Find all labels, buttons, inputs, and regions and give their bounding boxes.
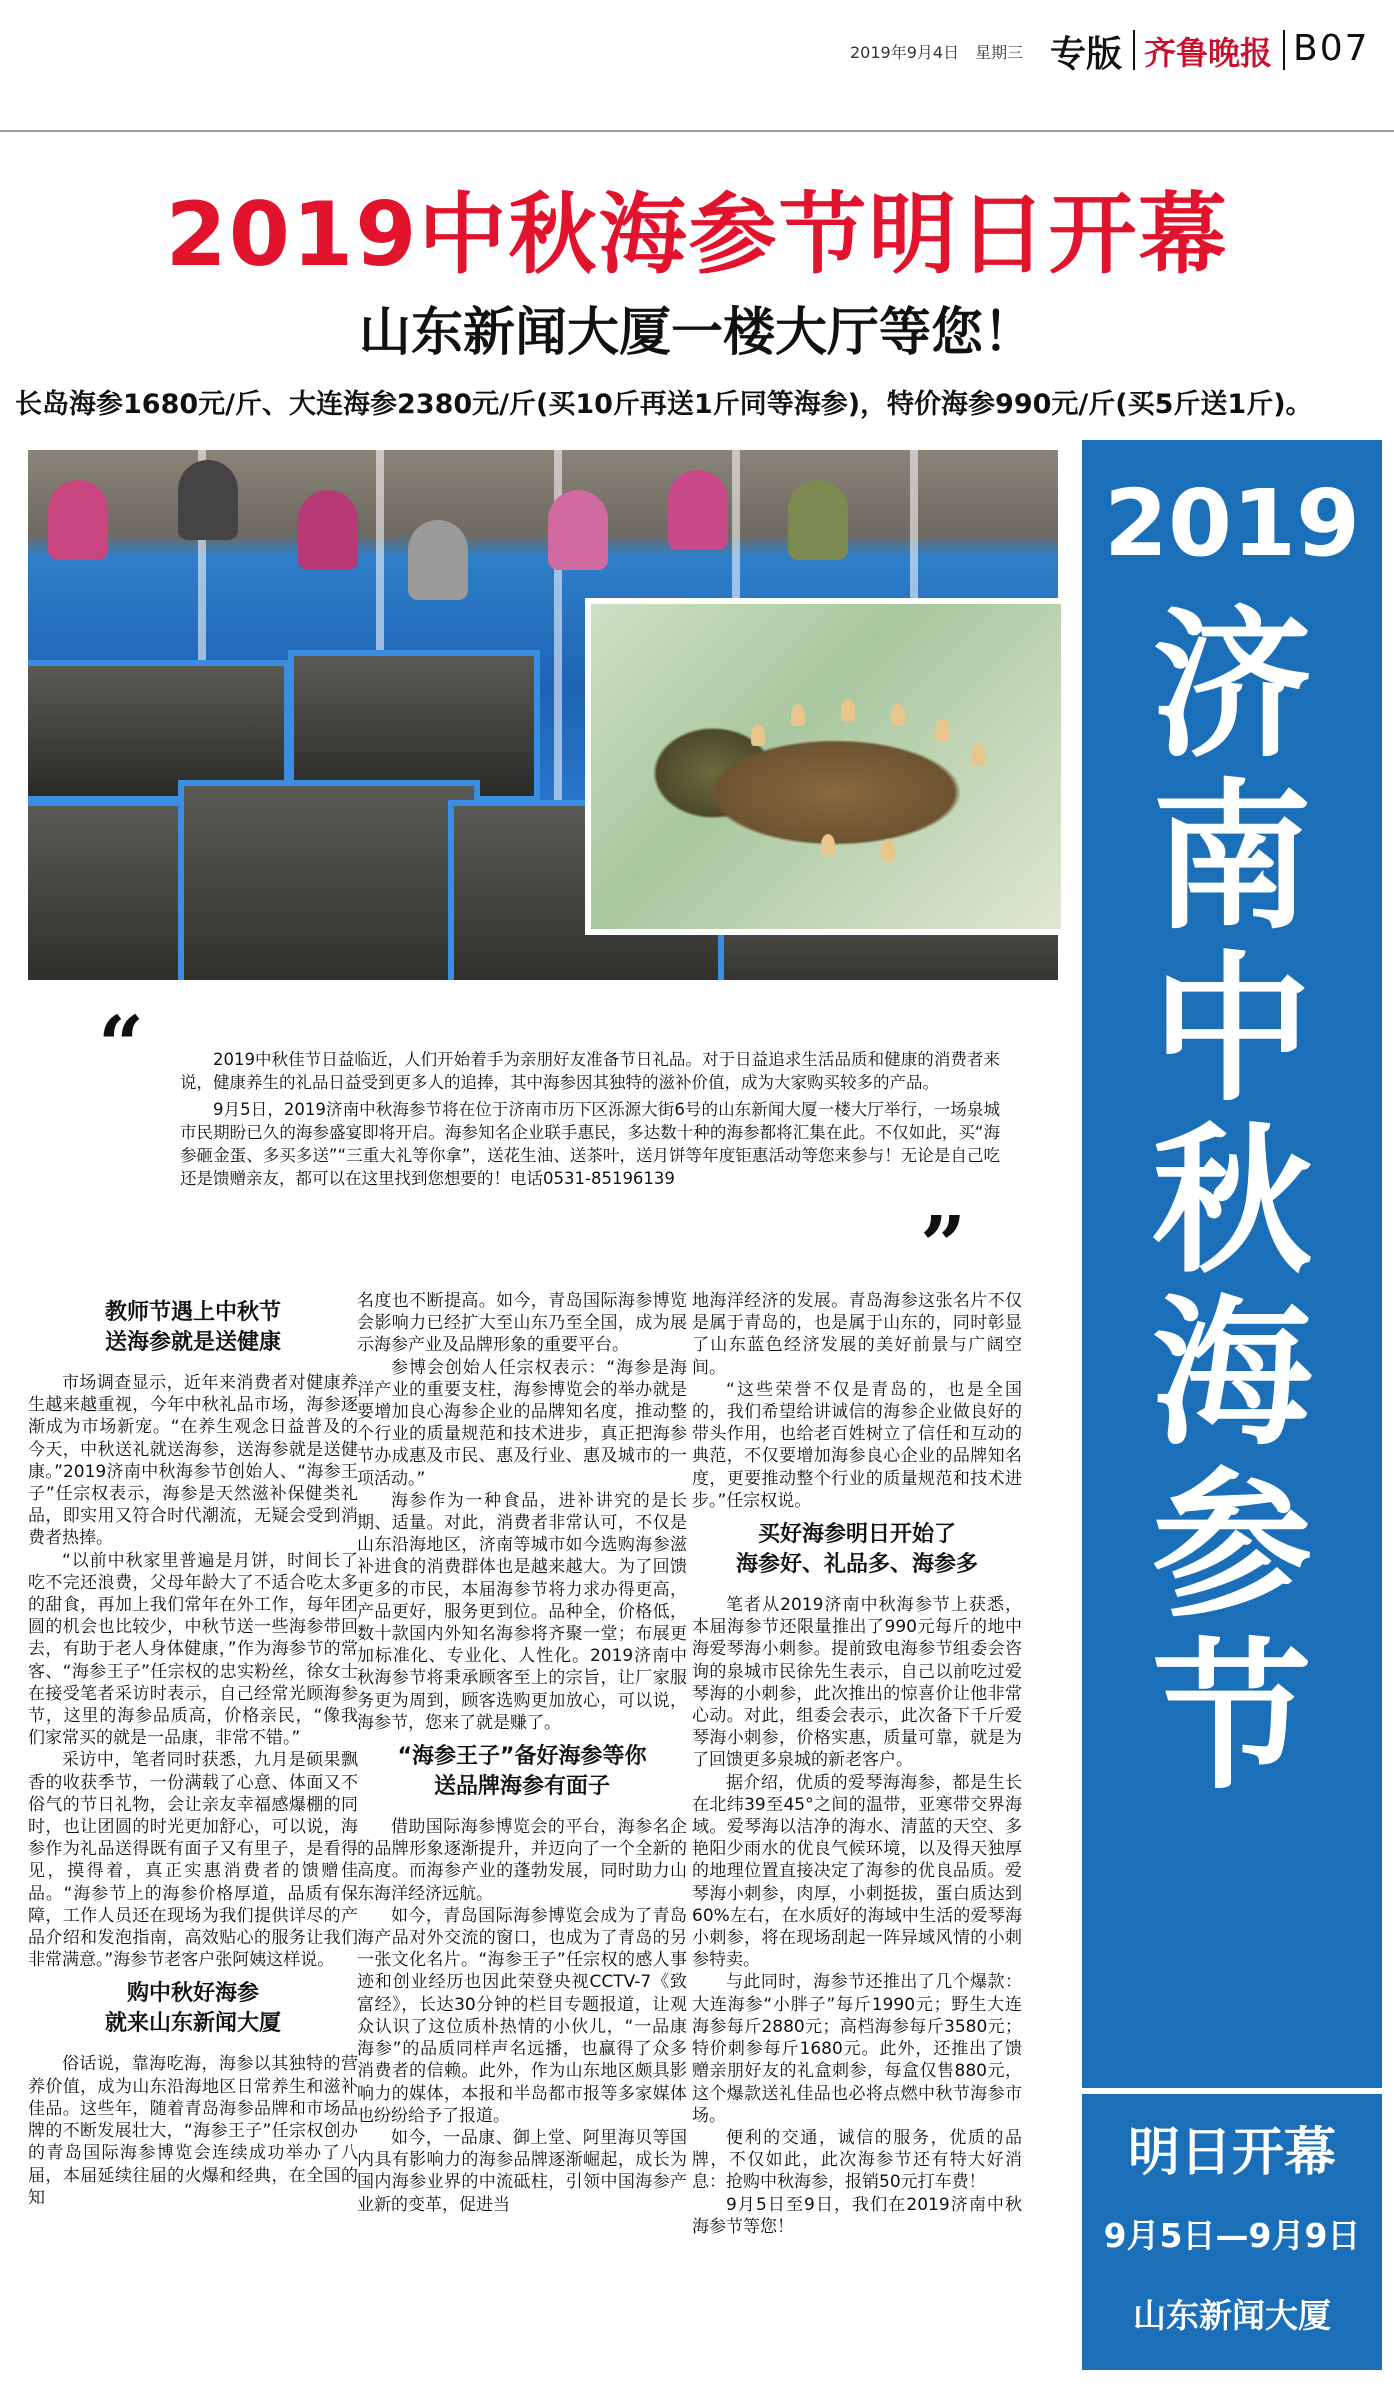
banner-char: 南 [1151,764,1312,951]
article-paragraph: “这些荣誉不仅是青岛的，也是全国的，我们希望给讲诚信的海参企业做良好的带头作用，也给老百姓树立了信任和互动的典范，不仅要增加海参良心企业的品牌知名度，更要推动整个行业的质量规范和技术进步。”任宗权说。 [692,1379,1022,1511]
article-column [692,1290,1022,2238]
article-paragraph: 借助国际海参博览会的平台，海参名企的品牌形象逐渐提升，并迈向了一个全新的高度。而海参产业的蓬勃发展，同时助力山东海洋经济远航。 [357,1817,687,1904]
banner-venue: 山东新闻大厦 [1133,2296,1331,2335]
banner-char: 节 [1151,1624,1312,1811]
section-heading: “海参王子”备好海参等你 送品牌海参有面子 [397,1744,647,1800]
sub-headline: 山东新闻大厦一楼大厅等您！ [358,303,1035,363]
page-number: B07 [1293,28,1370,69]
article-paragraph: 市场调查显示，近年来消费者对健康养生越来越重视，今年中秋礼品市场，海参逐渐成为市场新宠。“在养生观念日益普及的今天，中秋送礼就送海参，送海参就是送健康。”2019济南中秋海参节创始人、“海参王子”任宗权表示，海参是天然滋补保健类礼品，即实用又符合时代潮流，无疑会受到消费者热捧。 [28,1373,358,1549]
banner-title [1082,592,1382,1811]
banner-char: 海 [1151,1280,1312,1467]
intro-paragraph: 9月5日，2019济南中秋海参节将在位于济南市历下区泺源大街6号的山东新闻大厦一楼大厅举行，一场泉城市民期盼已久的海参盛宴即将开启。海参知名企业联手惠民，多达数十种的海参都将汇集在此。不仅如此，买“海参砸金蛋、多买多送”“三重大礼等你拿”，送花生油、送茶叶，送月饼等年度钜惠活动等您来参与！无论是自己吃还是馈赠亲友，都可以在这里找到您想要的！电话0531-85196139 [180,1100,1000,1188]
article-paragraph: 如今，青岛国际海参博览会成为了青岛海产品对外交流的窗口，也成为了青岛的另一张文化名片。“海参王子”任宗权的感人事迹和创业经历也因此荣登央视CCTV-7《致富经》，长达30分钟的栏目专题报道，让观众认识了这位质朴热情的小伙儿，“一品康海参”的品质同样声名远播，也赢得了众多消费者的信赖。此外，作为山东地区颇具影响力的媒体，本报和半岛都市报等多家媒体也纷纷给予了报道。 [357,1905,687,2126]
banner-opening: 明日开幕 [1127,2123,1336,2183]
issue-date: 2019年9月4日 星期三 [850,43,1024,62]
article-paragraph: 俗话说，靠海吃海，海参以其独特的营养价值，成为山东沿海地区日常养生和滋补佳品。这些年，随着青岛海参品牌和市场品牌的不断发展壮大，“海参王子”任宗权创办的青岛国际海参博览会连续成功举办了八届，本届延续往届的火爆和经典，在全国的知 [28,2054,358,2208]
header-rule [0,130,1394,132]
intro-paragraphs [180,1048,1000,1194]
header-divider [1133,30,1135,70]
article-paragraph: 如今，一品康、御上堂、阿里海贝等国内具有影响力的海参品牌逐渐崛起，成长为国内海参业界的中流砥柱，引领中国海参产业新的变革，促进当 [357,2127,687,2215]
article-paragraph: 采访中，笔者同时获悉，九月是硕果飘香的收获季节，一份满载了心意、体面又不俗气的节日礼物，会让亲友幸福感爆棚的同时，也让团圆的时光更加舒心，可以说，海参作为礼品送得既有面子又有里子，是看得见，摸得着，真正实惠消费者的馈赠佳品。“海参节上的海参价格厚道，品质有保障，工作人员还在现场为我们提供详尽的产品介绍和发泡指南，高效贴心的服务让我们非常满意。”海参节老客户张阿姨这样说。 [28,1750,358,1971]
article-paragraph: 海参作为一种食品，进补讲究的是长期、适量。对此，消费者非常认可，不仅是山东沿海地区，济南等城市如今选购海参滋补进食的消费群体也是越来越大。为了回馈更多的市民，本届海参节将力求办得更高，产品更好，服务更到位。品种全，价格低，数十款国内外知名海参将齐聚一堂；布展更加标准化、专业化、人性化。2019济南中秋海参节将秉承顾客至上的宗旨，让厂家服务更为周到，顾客选购更加放心，可以说，海参节，您来了就是赚了。 [357,1490,687,1733]
banner-char: 济 [1151,592,1312,779]
banner-year: 2019 [1103,470,1361,577]
header-divider [1283,30,1285,70]
section-heading: 买好海参明日开始了 海参好、礼品多、海参多 [735,1522,978,1578]
banner-char: 中 [1151,936,1312,1123]
newspaper-logo: 齐鲁晚报 [1144,34,1273,72]
quote-mark-open: “ [98,998,145,1092]
article-paragraph: “以前中秋家里普遍是月饼，时间长了吃不完还浪费，父母年龄大了不适合吃太多的甜食，再加上我们常年在外工作，每年团圆的机会也比较少，中秋节送一些海参带回去，有助于老人身体健康，”作为海参节的常客、“海参王子”任宗权的忠实粉丝，徐女士在接受笔者采访时表示，自己经常光顾海参节，这里的海参品质高，价格亲民，“像我们家常买的就是一品康，非常不错。” [28,1550,358,1749]
section-label: 专版 [1050,34,1123,75]
banner-dates: 9月5日—9月9日 [1103,2216,1361,2255]
banner-char: 参 [1151,1452,1312,1639]
sea-cucumber-closeup-photo [585,598,1067,935]
quote-mark-close: ” [920,1198,967,1292]
main-headline: 2019中秋海参节明日开幕 [165,183,1229,286]
article-paragraph: 与此同时，海参节还推出了几个爆款：大连海参“小胖子”每斤1990元；野生大连海参每斤2880元；高档海参每斤3580元；特价刺参每斤1680元。此外，还推出了馈赠亲朋好友的礼盒刺参，每盒仅售880元，这个爆款送礼佳品也必将点燃中秋节海参市场。 [692,1972,1022,2126]
section-heading: 教师节遇上中秋节 送海参就是送健康 [104,1300,281,1355]
article-column [357,1290,687,2216]
article-paragraph: 9月5日至9日，我们在2019济南中秋海参节等您！ [692,2194,1022,2237]
price-line: 长岛海参1680元/斤、大连海参2380元/斤(买10斤再送1斤同等海参)，特价海参990元/斤(买5斤送1斤)。 [15,389,1313,420]
banner-char: 秋 [1151,1108,1312,1295]
section-heading: 购中秋好海参 就来山东新闻大厦 [104,1981,281,2037]
intro-paragraph: 2019中秋佳节日益临近，人们开始着手为亲朋好友准备节日礼品。对于日益追求生活品质和健康的消费者来说，健康养生的礼品日益受到更多人的追捧，其中海参因其独特的滋补价值，成为大家购买较多的产品。 [180,1050,1000,1092]
article-paragraph: 名度也不断提高。如今，青岛国际海参博览会影响力已经扩大至山东乃至全国，成为展示海参产业及品牌形象的重要平台。 [357,1291,687,1356]
banner-divider [1082,2088,1382,2094]
article-paragraph: 便利的交通，诚信的服务，优质的品牌，不仅如此，此次海参节还有特大好消息：抢购中秋海参，报销50元打车费！ [692,2127,1022,2193]
article-paragraph: 笔者从2019济南中秋海参节上获悉，本届海参节还限量推出了990元每斤的地中海爱琴海小刺参。提前致电海参节组委会咨询的泉城市民徐先生表示，自己以前吃过爱琴海的小刺参，此次推出的惊喜价让他非常心动。对此，组委会表示，此次备下千斤爱琴海小刺参，价格实惠，质量可靠，就是为了回馈更多泉城的新老客户。 [692,1595,1022,1771]
article-paragraph: 据介绍，优质的爱琴海海参，都是生长在北纬39至45°之间的温带，亚寒带交界海域。爱琴海以洁净的海水、清蓝的天空、多艳阳少雨水的优良气候环境，以及得天独厚的地理位置直接决定了海参的优良品质。爱琴海小刺参，肉厚，小刺挺拔，蛋白质达到60%左右，在水质好的海域中生活的爱琴海小刺参，将在现场刮起一阵异域风情的小刺参特卖。 [692,1772,1022,1971]
article-column [28,1290,358,2209]
article-paragraph: 参博会创始人任宗权表示：“海参是海洋产业的重要支柱，海参博览会的举办就是要增加良心海参企业的品牌知名度，推动整个行业的质量规范和技术进步，真正把海参节办成惠及市民、惠及行业、惠及城市的一项活动。” [357,1357,687,1489]
article-paragraph: 地海洋经济的发展。青岛海参这张名片不仅是属于青岛的，也是属于山东的，同时彰显了山东蓝色经济发展的美好前景与广阔空间。 [692,1291,1022,1378]
